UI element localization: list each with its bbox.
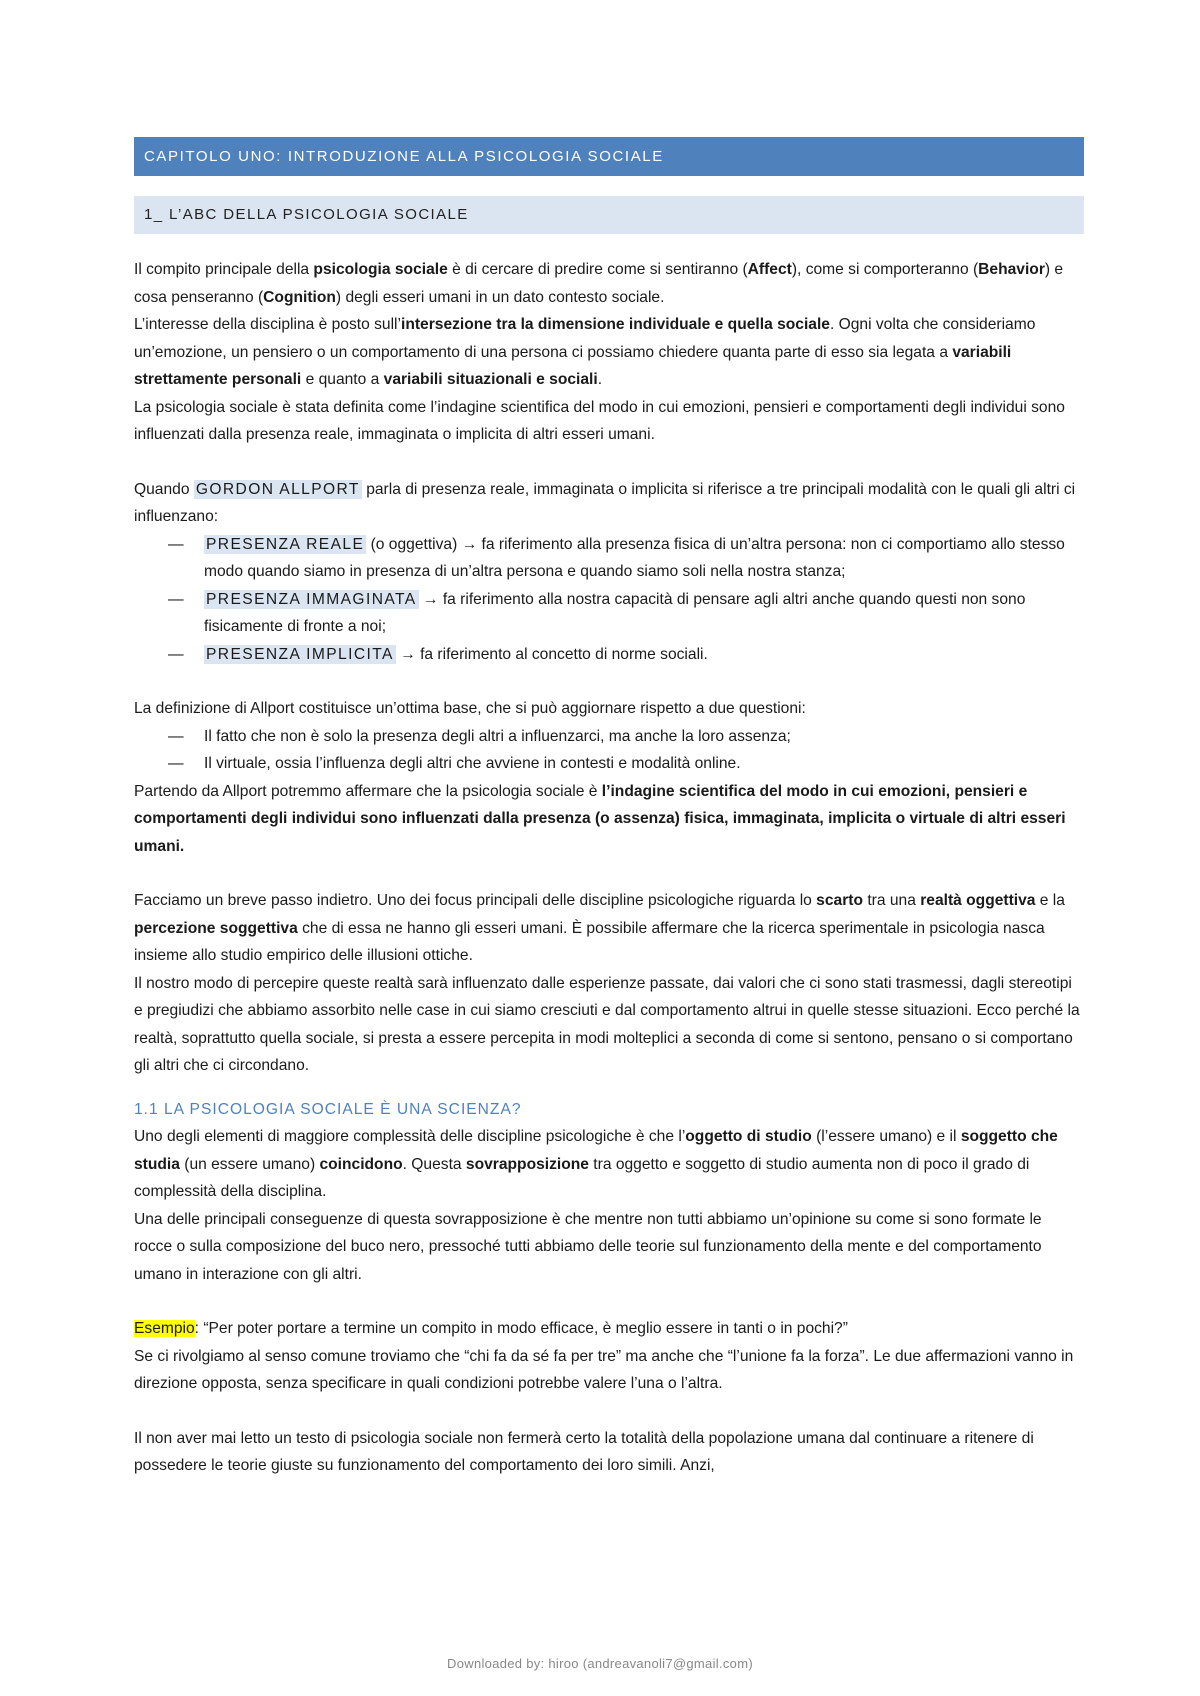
paragraph-definition-intro: La definizione di Allport costituisce un’ottima base, che si può aggiornare rispetto a due questioni: [134, 700, 806, 717]
paragraph-allport: Quando GORDON ALLPORT parla di presenza reale, immaginata o implicita si riferisce a tre principali modalità con le quali gli altri ci influenzano: [134, 480, 1076, 525]
paragraph-example: Esempio: “Per poter portare a termine un compito in modo efficace, è meglio essere in tanti o in pochi?” Se ci rivolgiamo al senso comune troviamo che “chi fa da sé fa per tre” ma anche che “l’unione fa la forza”. Le due affermazioni vanno in direzione opposta, senza specificare in quali condizioni potrebbe valere l’una o l’altra. [134, 1320, 1074, 1392]
list-item: — Il virtuale, ossia l’influenza degli altri che avviene in contesti e modalità online. [168, 755, 741, 772]
paragraph-closing: Il non aver mai letto un testo di psicologia sociale non fermerà certo la totalità della popolazione umana dal continuare a ritenere di possedere le teorie giuste su funzionamento del comportamento dei loro simili. Anzi, [134, 1429, 1034, 1474]
paragraph-science: Uno degli elementi di maggiore complessità delle discipline psicologiche è che l’oggetto di studio (l’essere umano) e il soggetto che studia (un essere umano) coincidono. Questa sovrapposizione tra oggetto e soggetto di studio aumenta non di poco il grado di complessità della disciplina. Una delle principali conseguenze di questa sovrapposizione è che mentre non tutti abbiamo un’opinione su come si sono formate le rocce o sulla composizione del buco nero, pressoché tutti abbiamo delle teorie sul funzionamento della mente e del comportamento umano in interazione con gli altri. [134, 1128, 1058, 1283]
list-item: — PRESENZA REALE (o oggettiva) → fa riferimento alla presenza fisica di un’altra persona: non ci comportiamo allo stesso modo quando siamo in presenza di un’altra persona e quando siamo soli nella nostra stanza; [168, 535, 1065, 580]
paragraph-perception: Facciamo un breve passo indietro. Uno dei focus principali delle discipline psicologiche riguarda lo scarto tra una realtà oggettiva e la percezione soggettiva che di essa ne hanno gli esseri umani. È possibile affermare che la ricerca sperimentale in psicologia nasca insieme allo studio empirico delle illusioni ottiche. Il nostro modo di percepire queste realtà sarà influenzato dalle esperienze passate, dai valori che ci sono stati trasmessi, dagli stereotipi e pregiudizi che abbiamo assorbito nelle case in cui siamo cresciuti e dal comportamento altrui in quelle stesse situazioni. Ecco perché la realtà, soprattutto quella sociale, si presta a essere percepita in modi molteplici a seconda di come si sentono, pensano o si comportano gli altri che ci circondano. [134, 892, 1080, 1074]
list-item: — PRESENZA IMPLICITA → fa riferimento al concetto di norme sociali. [168, 645, 708, 663]
page-content [134, 137, 1084, 1480]
subsection-heading: 1.1 LA PSICOLOGIA SOCIALE È UNA SCIENZA? [134, 1100, 522, 1118]
chapter-heading: CAPITOLO UNO: INTRODUZIONE ALLA PSICOLOGIA SOCIALE [134, 137, 1084, 176]
paragraph-intro: Il compito principale della psicologia sociale è di cercare di predire come si sentiranno (Affect), come si comporteranno (Behavior) e cosa penseranno (Cognition) degli esseri umani in un dato contesto sociale. L’interesse della disciplina è posto sull’intersezione tra la dimensione individuale e quella sociale. Ogni volta che consideriamo un’emozione, un pensiero o un comportamento di una persona ci possiamo chiedere quanta parte di esso sia legata a variabili strettamente personali e quanto a variabili situazionali e sociali. La psicologia sociale è stata definita come l’indagine scientifica del modo in cui emozioni, pensieri e comportamenti degli individui sono influenzati dalla presenza reale, immaginata o implicita di altri esseri umani. [134, 261, 1065, 443]
section-heading: 1_ L’ABC DELLA PSICOLOGIA SOCIALE [134, 196, 1084, 234]
example-label: Esempio [134, 1320, 195, 1337]
list-item: — PRESENZA IMMAGINATA → fa riferimento alla nostra capacità di pensare agli altri anche quando questi non sono fisicamente di fronte a noi; [168, 590, 1026, 635]
download-footer: Downloaded by: hiroo (andreavanoli7@gmail.com) [447, 1656, 753, 1671]
paragraph-definition: Partendo da Allport potremmo affermare che la psicologia sociale è l’indagine scientifica del modo in cui emozioni, pensieri e comportamenti degli individui sono influenzati dalla presenza (o assenza) fisica, immaginata, implicita o virtuale di altri esseri umani. [134, 782, 1066, 855]
allport-name: GORDON ALLPORT [195, 480, 360, 498]
list-item: — Il fatto che non è solo la presenza degli altri a influenzarci, ma anche la loro assenza; [168, 727, 791, 745]
